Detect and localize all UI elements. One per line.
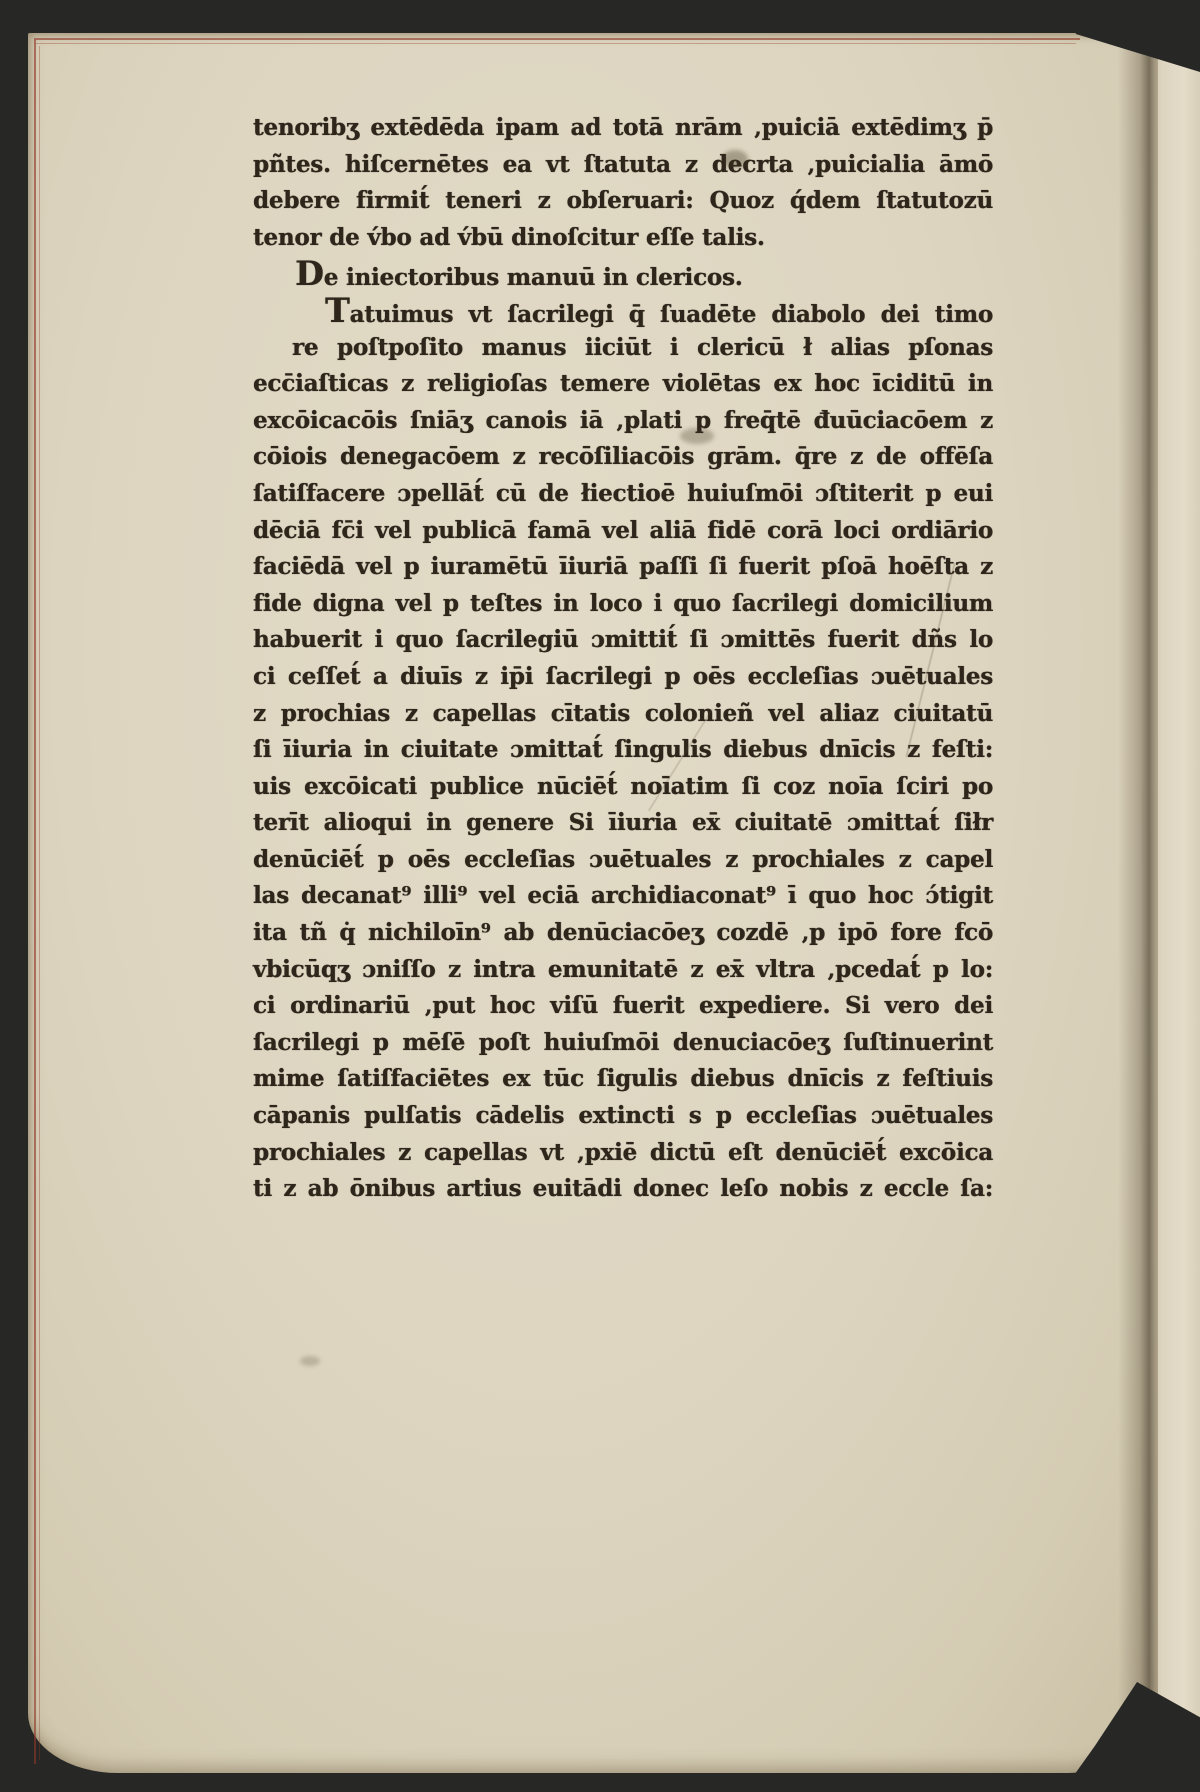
text-line: re poſtpoſito manus iiciūt i clericū ł alias pſonas <box>292 333 993 361</box>
text-line: fide digna vel p teſtes in loco i quo ſacrilegi domicilium <box>253 589 993 617</box>
red-edge-line-top-faint <box>36 43 1076 44</box>
text-line: las decanat⁹ illi⁹ vel eciā archidiaconat⁹ ī quo hoc ɔ́tigit <box>253 882 993 910</box>
text-line: vbicūqʒ ɔniſſo z intra emunitatē z ex̄ vltra ‚pcedat́ p lo: <box>253 955 993 983</box>
text-line: cāpanis pulſatis cādelis extincti s p eccleſias ɔuētuales <box>253 1102 993 1130</box>
text-line: excōicacōis ſniāʒ canois iā ‚plati p freq̄tē đuūciacōem z <box>253 406 993 434</box>
text-line: debere firmit́ teneri z obſeruari: Quoz q́dem ſtatutozū <box>253 187 993 215</box>
text-line: tenoribʒ extēdēda ipam ad totā nrām ‚puiciā extēdimʒ p̄ <box>253 114 993 141</box>
red-edge-line-top <box>34 38 1080 40</box>
text-line: ci ordinariū ‚put hoc viſū fuerit expediere. Si vero dei <box>253 992 993 1020</box>
text-line: tenor de v́bo ad v́bū dinoſcitur eſſe talis. <box>253 223 765 251</box>
text-line: ita tñ q̇ nichiloīn⁹ ab denūciacōeʒ cozdē ‚p ipō fore fcō <box>253 919 993 947</box>
text-line: cōiois denegacōem z recōſiliacōis grām. q̄re z de offēſa <box>253 443 993 471</box>
text-line: dēciā fc̄i vel publicā famā vel aliā fidē corā loci ordiārio <box>253 516 993 544</box>
text-line: z prochias z capellas cītatis colonieñ vel aliaz ciuitatū <box>253 699 993 727</box>
text-line: ecc̄iaſticas z religioſas temere violētas ex hoc īciditū in <box>253 370 993 398</box>
text-line: ſi īiuria in ciuitate ɔmittat́ ſingulis diebus dnīcis z feſti: <box>253 736 993 764</box>
red-edge-line-left-faint <box>39 46 40 1760</box>
text-line: denūciēt́ p oēs eccleſias ɔuētuales z prochiales z capel <box>253 845 993 873</box>
text-line: ſacrilegi p mēſē poſt huiuſmōi denuciacōeʒ ſuſtinuerint <box>253 1028 993 1056</box>
text-line: faciēdā vel p iuramētū īiuriā paſſi ſi fuerit pſoā hoēſta z <box>253 553 993 581</box>
page-gutter-shadow <box>1118 0 1158 1780</box>
red-edge-line-left <box>34 40 36 1764</box>
text-line: terīt alioqui in genere Si īiuria ex̄ ciuitatē ɔmittat́ ſiłr <box>253 809 993 837</box>
text-line: Tatuimus vt ſacrilegi q̄ ſuadēte diabolo dei timo <box>325 290 993 330</box>
text-line: ti z ab ōnibus artius euitādi donec leſo nobis z eccle ſa: <box>253 1175 993 1203</box>
text-line: pñtes. hiſcernētes ea vt ſtatuta z decrta ‚puicialia āmō <box>253 150 993 178</box>
text-line: ci ceſſet́ a diuīs z ip̄i ſacrilegi p oēs eccleſias ɔuētuales <box>253 662 993 690</box>
text-line: habuerit i quo ſacrilegiū ɔmittit́ ſi ɔmittēs fuerit dñs lo <box>253 626 993 654</box>
text-line: prochiales z capellas vt ‚pxiē dictū eſt denūciēt́ excōica <box>253 1138 993 1166</box>
text-line: ſatiſfacere ɔpellāt́ cū de łiectioē huiuſmōi ɔſtiterit p eui <box>253 479 993 507</box>
text-line: uis excōicati publice nūciēt́ noīatim ſi coz noīa ſciri po <box>253 772 993 800</box>
text-line: De iniectoribus manuū in clericos. <box>295 254 743 294</box>
text-block <box>253 110 993 1208</box>
text-line: mime ſatiſfaciētes ex tūc ſigulis diebus dnīcis z feſtiuis <box>253 1065 993 1093</box>
